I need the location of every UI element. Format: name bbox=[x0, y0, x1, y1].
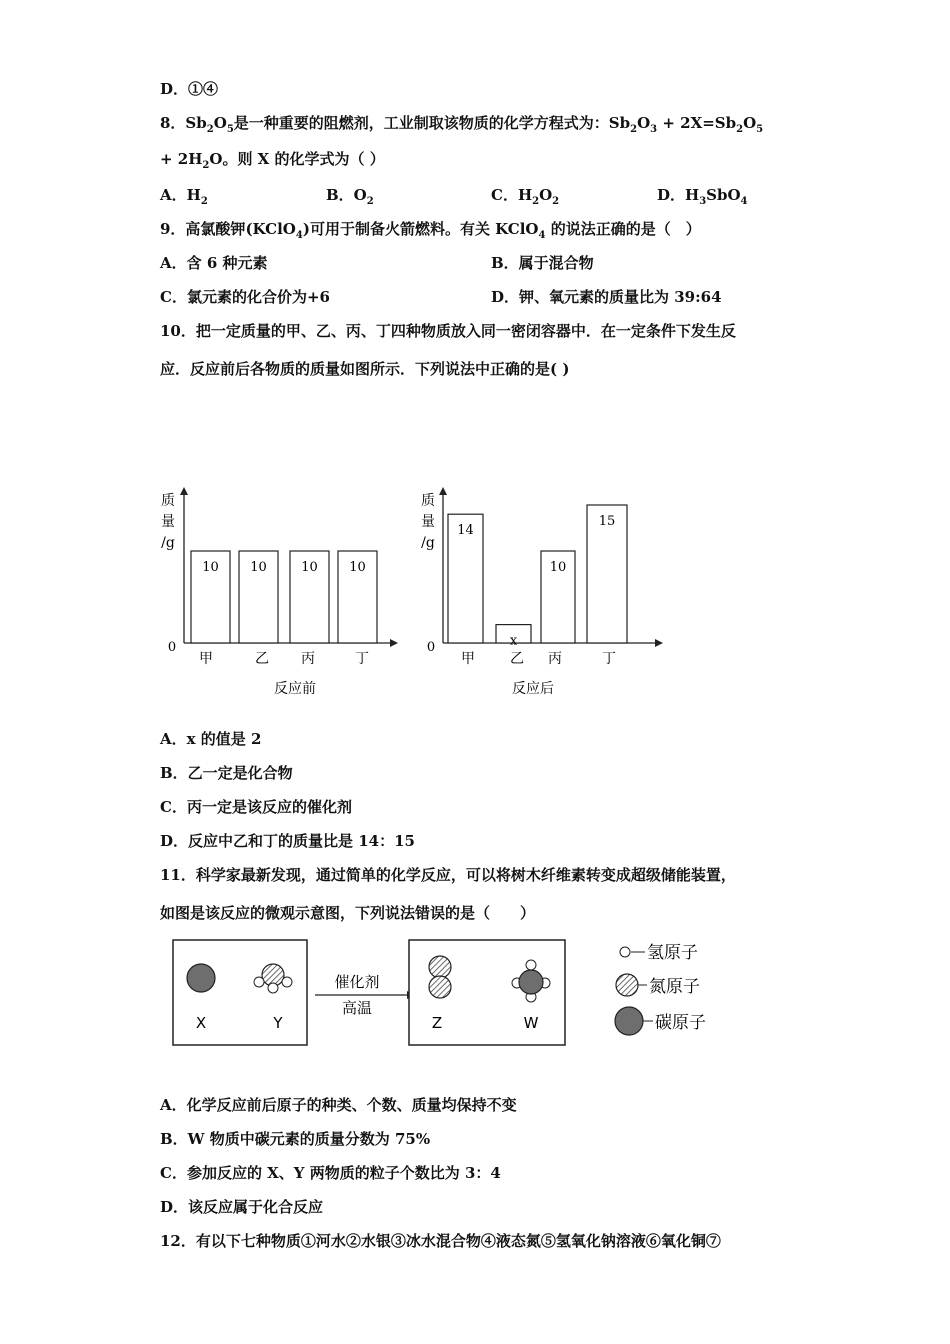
arrow-condition: 高温 bbox=[341, 999, 373, 1017]
q10-option-d: D．反应中乙和丁的质量比是 14：15 bbox=[160, 832, 415, 850]
label-z: Z bbox=[431, 1014, 443, 1032]
q10-option-a: A．x 的值是 2 bbox=[160, 730, 262, 748]
label-w: W bbox=[523, 1014, 539, 1032]
chart1-origin-label: 0 bbox=[167, 640, 177, 655]
chart1-ylabel-part: 量 bbox=[161, 514, 175, 530]
q8-opt-sub: 2 bbox=[552, 196, 560, 207]
chart2-bar-value-label: 14 bbox=[457, 523, 474, 539]
chart2-category-label: 甲 bbox=[461, 651, 475, 667]
q11-option-b: B．W 物质中碳元素的质量分数为 75% bbox=[160, 1130, 431, 1148]
q8-text: 是一种重要的阻燃剂，工业制取该物质的化学方程式为：Sb bbox=[233, 114, 631, 132]
chart2-bar-value-label: x bbox=[509, 633, 518, 649]
legend-nitrogen-icon bbox=[616, 974, 638, 996]
legend-hydrogen-icon bbox=[620, 947, 630, 957]
chart1-category-label: 甲 bbox=[199, 651, 213, 667]
q8-opt-sub: 2 bbox=[532, 196, 540, 207]
chart1-ylabel-part: /g bbox=[161, 535, 175, 551]
chart1-bar-value-label: 10 bbox=[250, 560, 267, 575]
q8-text: O。则 X 的化学式为（ ） bbox=[209, 150, 385, 168]
q9-option-d: D．钾、氧元素的质量比为 39:64 bbox=[491, 288, 722, 306]
q10-option-c: C．丙一定是该反应的催化剂 bbox=[160, 798, 352, 816]
q8-opt-text: C．H bbox=[491, 186, 533, 204]
chart2-ylabel-part: /g bbox=[421, 535, 435, 551]
q8-opt-text: A．H bbox=[160, 186, 201, 204]
chart2-origin-label: 0 bbox=[426, 640, 436, 655]
q8-opt-sub: 4 bbox=[740, 196, 748, 207]
q8-text: + 2X=Sb bbox=[657, 114, 737, 132]
q8-option-a bbox=[160, 184, 208, 207]
q8-opt-text: B．O bbox=[326, 186, 367, 204]
arrow-catalyst: 催化剂 bbox=[334, 973, 380, 991]
chart2-category-label: 丙 bbox=[548, 651, 562, 667]
q9-option-a: A．含 6 种元素 bbox=[160, 254, 268, 272]
chart2-category-label: 丁 bbox=[602, 651, 616, 667]
q8-sub: 2 bbox=[206, 124, 214, 135]
q8-sub: 5 bbox=[226, 124, 234, 135]
q8-opt-sub: 2 bbox=[200, 196, 208, 207]
q11-stem-line2: 如图是该反应的微观示意图，下列说法错误的是（ ） bbox=[160, 904, 536, 922]
q9-text: 9．高氯酸钾(KClO bbox=[160, 220, 296, 238]
chart1-bar-value-label: 10 bbox=[301, 560, 318, 575]
q10-stem-line1: 10．把一定质量的甲、乙、丙、丁四种物质放入同一密闭容器中．在一定条件下发生反 bbox=[160, 322, 736, 340]
q8-text: O bbox=[213, 114, 227, 132]
q11-reaction-diagram bbox=[165, 935, 765, 1055]
q9-option-c: C．氯元素的化合价为+6 bbox=[160, 288, 330, 306]
chart2-ylabel-part: 量 bbox=[421, 514, 435, 530]
q8-sub: 2 bbox=[736, 124, 744, 135]
q11-stem-line1: 11．科学家最新发现，通过简单的化学反应，可以将树木纤维素转变成超级储能装置， bbox=[160, 866, 736, 884]
q9-sub: 4 bbox=[538, 230, 546, 241]
q10-option-b: B．乙一定是化合物 bbox=[160, 764, 293, 782]
chart1-x-axis-arrow bbox=[390, 639, 398, 647]
legend-nitrogen-label: 氮原子 bbox=[649, 977, 700, 997]
q8-opt-text: O bbox=[539, 186, 553, 204]
x-carbon-atom bbox=[187, 964, 215, 992]
chart1-category-label: 乙 bbox=[255, 651, 269, 667]
label-x: X bbox=[195, 1014, 207, 1032]
q9-sub: 4 bbox=[295, 230, 303, 241]
chart2-bar-value-label: 15 bbox=[598, 514, 616, 529]
chart2-title: 反应后 bbox=[512, 681, 554, 697]
q8-sub: 3 bbox=[650, 124, 658, 135]
legend-carbon-icon bbox=[615, 1007, 643, 1035]
q8-stem-line1 bbox=[160, 112, 763, 135]
chart1-bar-value-label: 10 bbox=[349, 560, 366, 575]
q11-option-c: C．参加反应的 X、Y 两物质的粒子个数比为 3：4 bbox=[160, 1164, 501, 1182]
q8-opt-sub: 2 bbox=[366, 196, 374, 207]
q8-opt-text: D．H bbox=[657, 186, 700, 204]
chart1-title: 反应前 bbox=[274, 681, 316, 697]
q7-option-d: D．①④ bbox=[160, 80, 219, 98]
q11-option-d: D．该反应属于化合反应 bbox=[160, 1198, 324, 1216]
reactants-box bbox=[173, 940, 307, 1045]
q9-text: )可用于制备火箭燃料。有关 KClO bbox=[302, 220, 539, 238]
chart1-bar-value-label: 10 bbox=[202, 560, 219, 575]
q8-stem-line2 bbox=[160, 148, 385, 171]
label-y: Y bbox=[273, 1014, 283, 1032]
chart2-x-axis-arrow bbox=[655, 639, 663, 647]
q9-option-b: B．属于混合物 bbox=[491, 254, 594, 272]
chart1-ylabel-part: 质 bbox=[161, 493, 175, 509]
chart2-bar-value-label: 10 bbox=[549, 560, 567, 575]
q10-bar-charts bbox=[0, 400, 950, 720]
q11-option-a: A．化学反应前后原子的种类、个数、质量均保持不变 bbox=[160, 1096, 517, 1114]
q8-option-c bbox=[491, 184, 559, 207]
q12-stem-line1: 12．有以下七种物质①河水②水银③冰水混合物④液态氮⑤氢氧化钠溶液⑥氧化铜⑦ bbox=[160, 1232, 721, 1250]
chart1-category-label: 丙 bbox=[301, 651, 315, 667]
q8-sub: 2 bbox=[202, 160, 210, 171]
chart2-ylabel-part: 质 bbox=[421, 493, 435, 509]
q8-sub: 5 bbox=[756, 124, 764, 135]
chart2-category-label: 乙 bbox=[510, 651, 524, 667]
q8-text: + 2H bbox=[160, 150, 203, 168]
q8-option-b bbox=[326, 184, 374, 207]
q8-text: 8．Sb bbox=[160, 114, 207, 132]
q8-sub: 2 bbox=[630, 124, 638, 135]
chart2-y-axis-arrow bbox=[439, 487, 447, 495]
q8-text: O bbox=[637, 114, 651, 132]
q8-option-d bbox=[657, 184, 748, 207]
q10-stem-line2: 应．反应前后各物质的质量如图所示．下列说法中正确的是( ) bbox=[160, 360, 570, 378]
q8-opt-text: SbO bbox=[706, 186, 741, 204]
chart1-category-label: 丁 bbox=[355, 651, 369, 667]
q9-stem bbox=[160, 218, 701, 241]
q8-text: O bbox=[743, 114, 757, 132]
legend-hydrogen-label: 氢原子 bbox=[647, 943, 698, 963]
legend-carbon-label: 碳原子 bbox=[655, 1013, 706, 1033]
chart1-y-axis-arrow bbox=[180, 487, 188, 495]
q8-opt-sub: 3 bbox=[699, 196, 707, 207]
q9-text: 的说法正确的是（ ） bbox=[545, 220, 701, 238]
